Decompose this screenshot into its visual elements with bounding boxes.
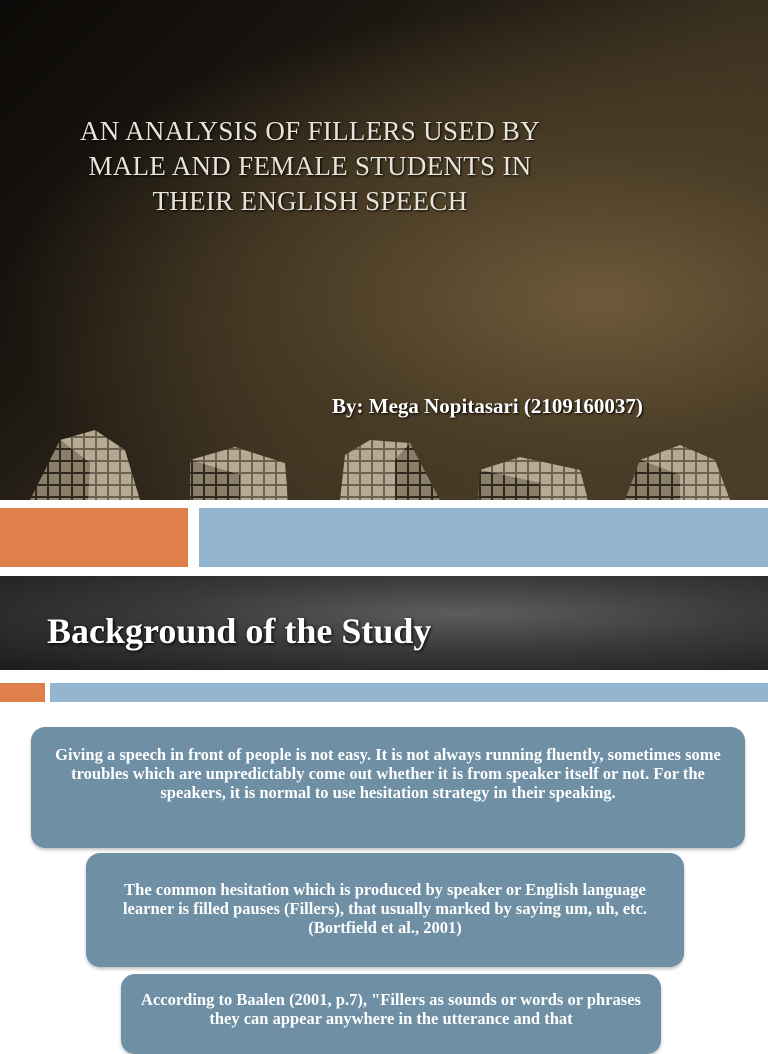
accent-bar-blue-small bbox=[50, 683, 768, 702]
accent-bar-blue bbox=[199, 508, 768, 567]
cube-4 bbox=[478, 457, 588, 500]
content-box-2: The common hesitation which is produced by speaker or English language learner is filled pauses (Fillers), that usually marked by saying um, uh, etc. (Bortfield et al., 2001) bbox=[86, 853, 684, 967]
slide2-title: Background of the Study bbox=[47, 611, 432, 651]
cube-3 bbox=[340, 440, 440, 500]
title-line: AN ANALYSIS OF FILLERS USED BY bbox=[79, 116, 541, 146]
accent-bar-orange-small bbox=[0, 683, 45, 702]
accent-bar-orange bbox=[0, 508, 188, 567]
title-line: THEIR ENGLISH SPEECH bbox=[152, 186, 468, 216]
content-box-1: Giving a speech in front of people is not easy. It is not always running fluently, sometimes some troubles which are unpredictably come out whether it is from speaker itself or not. For the speakers, it is normal to use hesitation strategy in their speaking. bbox=[31, 727, 745, 848]
cubes-decoration bbox=[0, 425, 768, 500]
cube-5 bbox=[625, 445, 730, 500]
title-line: MALE AND FEMALE STUDENTS IN bbox=[88, 151, 532, 181]
author-byline: By: Mega Nopitasari (2109160037) bbox=[332, 394, 643, 418]
content-box-3: According to Baalen (2001, p.7), "Fillers as sounds or words or phrases they can appear anywhere in the utterance and that bbox=[121, 974, 661, 1054]
cube-1 bbox=[30, 430, 140, 500]
slide-title bbox=[40, 114, 580, 219]
cube-2 bbox=[190, 447, 288, 500]
title-slide bbox=[0, 0, 768, 500]
